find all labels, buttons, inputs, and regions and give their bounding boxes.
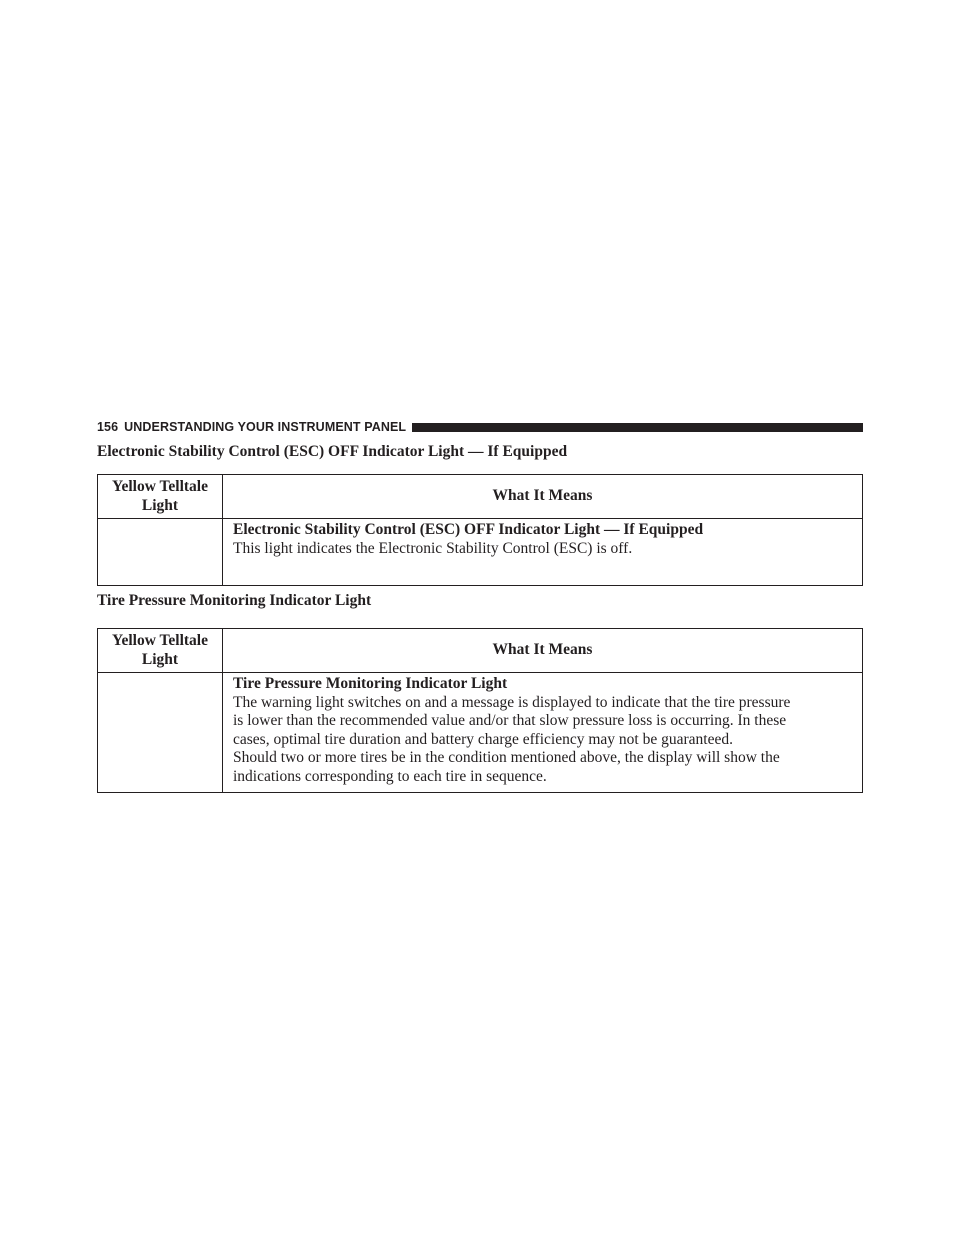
telltale-light-cell [98,673,223,793]
header-rule [412,423,863,432]
description-title: Electronic Stability Control (ESC) OFF Indicator Light — If Equipped [233,521,704,538]
telltale-light-cell [98,519,223,586]
esc-off-table [97,474,863,586]
header-what-it-means: What It Means [223,475,863,519]
header-what-it-means: What It Means [223,629,863,673]
description-line: indications corresponding to each tire in sequence. [233,767,547,785]
table-header-row [98,629,863,673]
description-cell [223,519,863,586]
description-line: Should two or more tires be in the condition mentioned above, the display will show the [233,749,780,766]
description-line: The warning light switches on and a message is displayed to indicate that the tire pressure [233,693,791,711]
table-row [98,673,863,793]
tire-pressure-table [97,628,863,793]
description-cell [223,673,863,793]
table-header-row [98,475,863,519]
section-title-esc-off: Electronic Stability Control (ESC) OFF Indicator Light — If Equipped [97,443,568,460]
header-section-title: UNDERSTANDING YOUR INSTRUMENT PANEL [124,420,407,434]
section-title-tire-pressure: Tire Pressure Monitoring Indicator Light [97,592,372,609]
page-header [97,418,863,436]
page-number: 156 [97,420,119,434]
header-yellow-telltale-light: Yellow Telltale Light [98,629,223,673]
header-yellow-telltale-light: Yellow Telltale Light [98,475,223,519]
description-line: This light indicates the Electronic Stability Control (ESC) is off. [233,539,633,557]
description-title: Tire Pressure Monitoring Indicator Light [233,675,508,692]
description-line: is lower than the recommended value and/or that slow pressure loss is occurring. In these [233,712,787,729]
description-line: cases, optimal tire duration and battery charge efficiency may not be guaranteed. [233,730,733,748]
table-row [98,519,863,586]
